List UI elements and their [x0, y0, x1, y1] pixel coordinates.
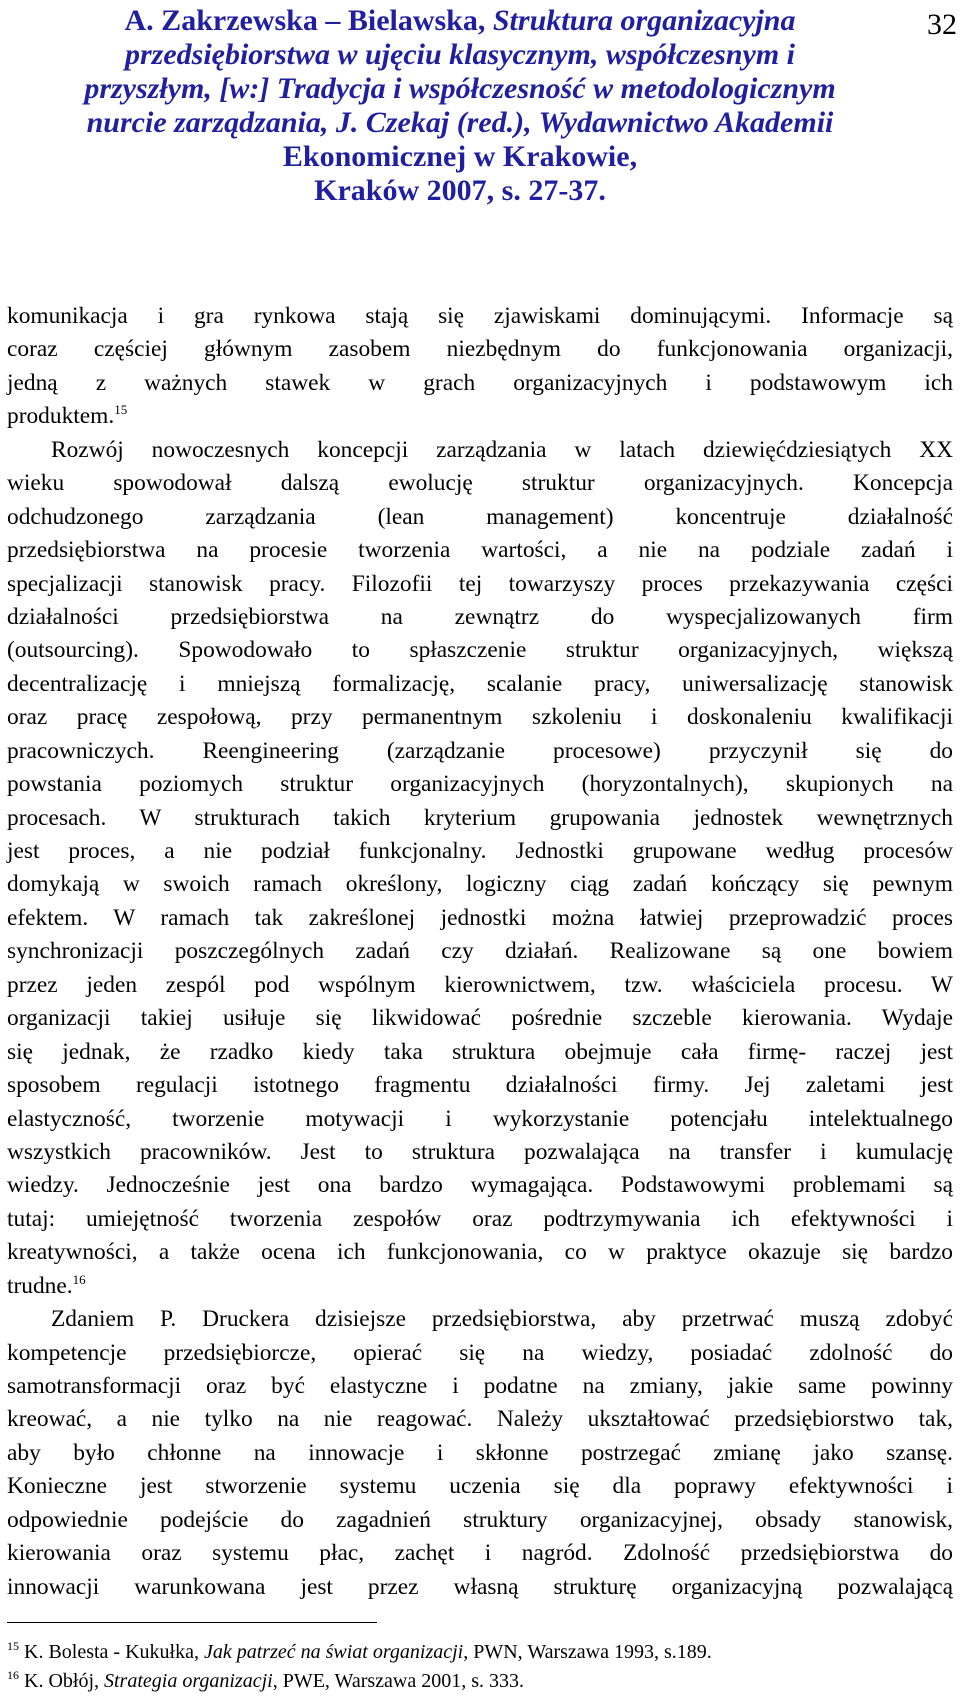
text-line: pracowniczych. Reengineering (zarządzanie procesowe) przyczynił się do [7, 737, 953, 764]
text-line: domykają w swoich ramach określony, logiczny ciąg zadań kończący się pewnym [7, 871, 953, 898]
footnote-number: 16 [7, 1668, 19, 1682]
citation-line: przedsiębiorstwa w ujęciu klasycznym, współczesnym i [124, 38, 796, 71]
text-line: wszystkich pracowników. Jest to struktura pozwalająca na transfer i kumulację [7, 1138, 953, 1165]
page-number: 32 [927, 8, 957, 41]
footnote-title: Jak patrzeć na świat organizacji [203, 1641, 464, 1663]
text-line: tutaj: umiejętność tworzenia zespołów oraz podtrzymywania ich efektywności i [7, 1205, 953, 1232]
text-line: kompetencje przedsiębiorcze, opierać się na wiedzy, posiadać zdolność do [7, 1339, 953, 1366]
text-line: przez jeden zespól pod wspólnym kierownictwem, tzw. właściciela procesu. W [7, 971, 953, 998]
text-line: jest proces, a nie podział funkcjonalny. Jednostki grupowane według procesów [7, 838, 953, 864]
text-line: kreować, a nie tylko na nie reagować. Należy ukształtować przedsiębiorstwo tak, [7, 1406, 953, 1433]
citation-line: Kraków 2007, s. 27-37. [314, 174, 606, 207]
citation-header [0, 4, 960, 214]
text-line: coraz częściej głównym zasobem niezbędnym do funkcjonowania organizacji, [7, 336, 953, 363]
body-text [7, 300, 953, 1604]
text-line: przedsiębiorstwa na procesie tworzenia wartości, a nie na podziale zadań i [7, 537, 953, 564]
footnote-number: 15 [7, 1639, 19, 1653]
footnote-16: $^{16}$ K. Obłój, Strategia organizacji, PWE, Warszawa 2001, s. 333. [7, 1668, 525, 1692]
text-line: powstania poziomych struktur organizacyjnych (horyzontalnych), skupionych na [7, 771, 953, 798]
footnote-title: Strategia organizacji [104, 1670, 273, 1692]
text-line: wiedzy. Jednocześnie jest ona bardzo wymagająca. Podstawowymi problemami są [7, 1172, 953, 1199]
text-line: procesach. W strukturach takich kryterium grupowania jednostek wewnętrznych [7, 804, 953, 831]
text-line: Zdaniem P. Druckera dzisiejsze przedsiębiorstwa, aby przetrwać muszą zdobyć [51, 1306, 953, 1333]
text-line: Konieczne jest stworzenie systemu uczenia się dla poprawy efektywności i [7, 1473, 953, 1500]
citation-line: przyszłym, [w:] Tradycja i współczesność w metodologicznym [84, 72, 836, 105]
text-line: (outsourcing). Spowodowało to spłaszczenie struktur organizacyjnych, większą [7, 637, 953, 664]
text-line: efektem. W ramach tak zakreślonej jednostki można łatwiej przeprowadzić proces [7, 904, 953, 931]
footnote-15: $^{15}$ K. Bolesta - Kukułka, Jak patrzeć na świat organizacji, PWN, Warszawa 1993, s.189. [7, 1639, 712, 1663]
text-line: odchudzonego zarządzania (lean management) koncentruje działalność [7, 503, 953, 530]
text-line: Rozwój nowoczesnych koncepcji zarządzania w latach dziewięćdziesiątych XX [51, 436, 953, 463]
text-line: oraz pracę zespołową, przy permanentnym szkoleniu i doskonaleniu kwalifikacji [7, 704, 953, 731]
text-line: komunikacja i gra rynkowa stają się zjawiskami dominującymi. Informacje są [7, 303, 953, 329]
citation-title: Struktura organizacyjna [492, 4, 796, 37]
text-line: synchronizacji poszczególnych zadań czy działań. Realizowane są one bowiem [7, 938, 953, 965]
footnote-divider [7, 1622, 377, 1623]
text-line: działalności przedsiębiorstwa na zewnątrz do wyspecjalizowanych firm [7, 603, 953, 630]
text-line: specjalizacji stanowisk pracy. Filozofii tej towarzyszy proces przekazywania części [7, 570, 953, 597]
text-line: elastyczność, tworzenie motywacji i wykorzystanie potencjału intelektualnego [7, 1105, 953, 1132]
citation-line: A. Zakrzewska – Bielawska, Struktura organizacyjna [124, 4, 796, 37]
citation-line: nurcie zarządzania, J. Czekaj (red.), Wydawnictwo Akademii [86, 106, 834, 139]
text-line: wieku spowodował dalszą ewolucję struktur organizacyjnych. Koncepcja [7, 470, 953, 497]
citation-line: Ekonomicznej w Krakowie, [282, 140, 638, 173]
text-line: aby było chłonne na innowacje i skłonne postrzegać zmianę jako szansę. [7, 1439, 953, 1466]
text-line: sposobem regulacji istotnego fragmentu działalności firmy. Jej zaletami jest [7, 1072, 953, 1099]
footnote-ref: 15 [114, 402, 128, 418]
citation-header-text [40, 4, 880, 208]
text-line: trudne.$^{16}$ [7, 1271, 86, 1299]
footnote-ref: 16 [72, 1271, 86, 1287]
text-line: odpowiednie podejście do zagadnień struktury organizacyjnej, obsady stanowisk, [7, 1506, 953, 1533]
text-line: organizacji takiej usiłuje się likwidować pośrednie szczeble kierowania. Wydaje [7, 1005, 953, 1032]
text-line: kreatywności, a także ocena ich funkcjonowania, co w praktyce okazuje się bardzo [7, 1239, 953, 1266]
text-line: się jednak, że rzadko kiedy taka struktura obejmuje cała firmę- raczej jest [7, 1038, 953, 1065]
text-line: jedną z ważnych stawek w grach organizacyjnych i podstawowym ich [7, 369, 953, 396]
text-line: kierowania oraz systemu płac, zachęt i nagród. Zdolność przedsiębiorstwa do [7, 1540, 953, 1567]
text-line: innowacji warunkowana jest przez własną strukturę organizacyjną pozwalającą [7, 1573, 953, 1600]
footnotes [7, 1638, 953, 1696]
text-line: produktem.$^{15}$ [7, 402, 128, 430]
text-line: samotransformacji oraz być elastyczne i podatne na zmiany, jakie same powinny [7, 1373, 953, 1399]
text-line: decentralizację i mniejszą formalizację, scalanie pracy, uniwersalizację stanowisk [7, 670, 953, 697]
